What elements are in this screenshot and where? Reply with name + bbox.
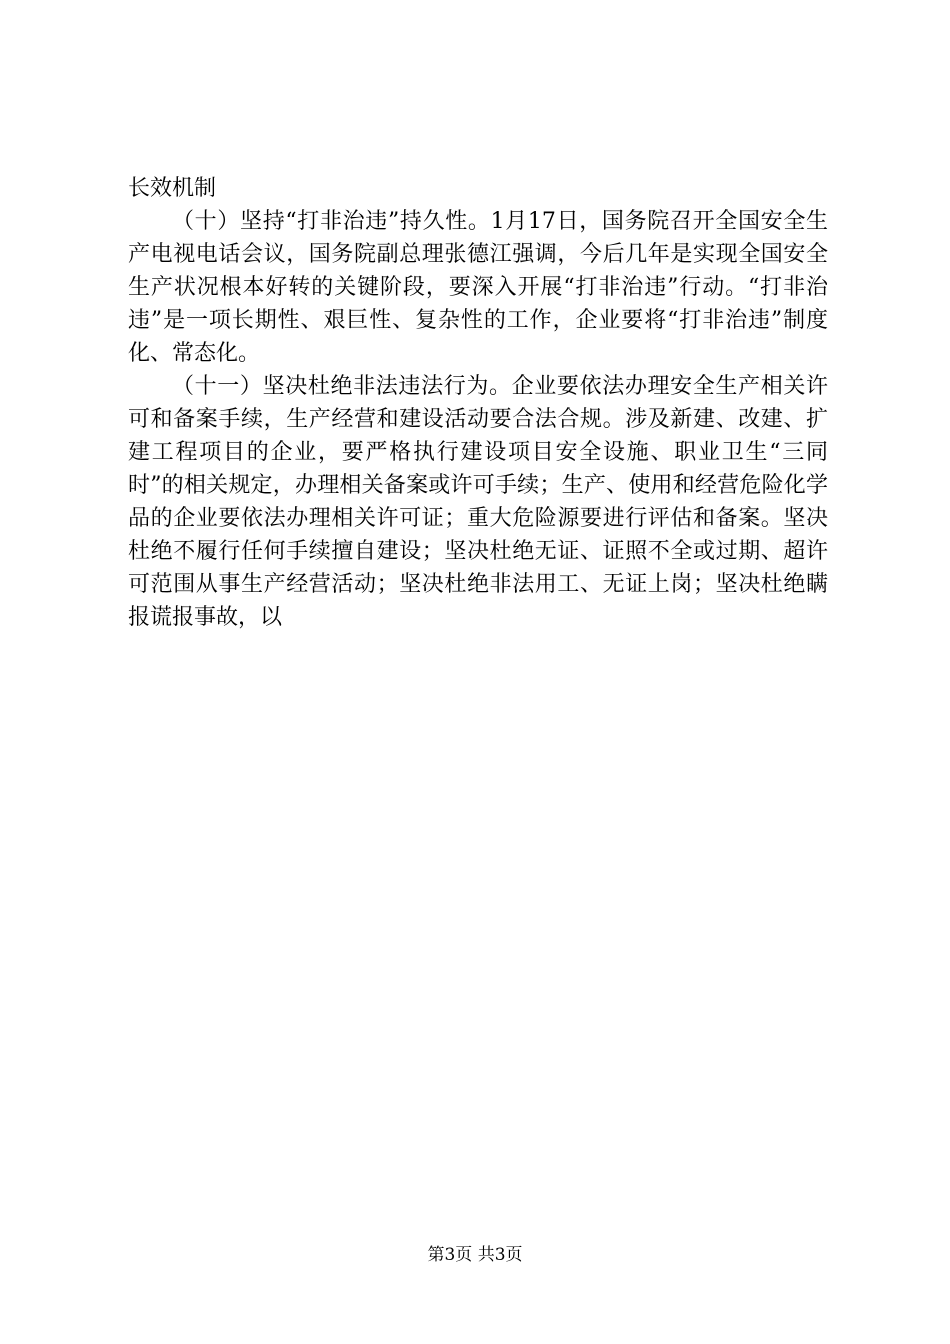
section-heading: 长效机制 bbox=[128, 176, 217, 201]
paragraph-ten: （十）坚持“打非治违”持久性。1月17日，国务院召开全国安全生产电视电话会议，国务院副总理张德江强调，今后几年是实现全国安全生产状况根本好转的关键阶段，要深入开展“打非治违”行动。“打非治违”是一项长期性、艰巨性、复杂性的工作，企业要将“打非治违”制度化、常态化。 bbox=[128, 209, 828, 366]
document-body bbox=[128, 172, 828, 634]
page-footer: 第3页 共3页 bbox=[427, 1245, 523, 1265]
paragraph-eleven: （十一）坚决杜绝非法违法行为。企业要依法办理安全生产相关许可和备案手续，生产经营和建设活动要合法合规。涉及新建、改建、扩建工程项目的企业，要严格执行建设项目安全设施、职业卫生“三同时”的相关规定，办理相关备案或许可手续；生产、使用和经营危险化学品的企业要依法办理相关许可证；重大危险源要进行评估和备案。坚决杜绝不履行任何手续擅自建设；坚决杜绝无证、证照不全或过期、超许可范围从事生产经营活动；坚决杜绝非法用工、无证上岗；坚决杜绝瞒报谎报事故，以 bbox=[128, 374, 828, 630]
